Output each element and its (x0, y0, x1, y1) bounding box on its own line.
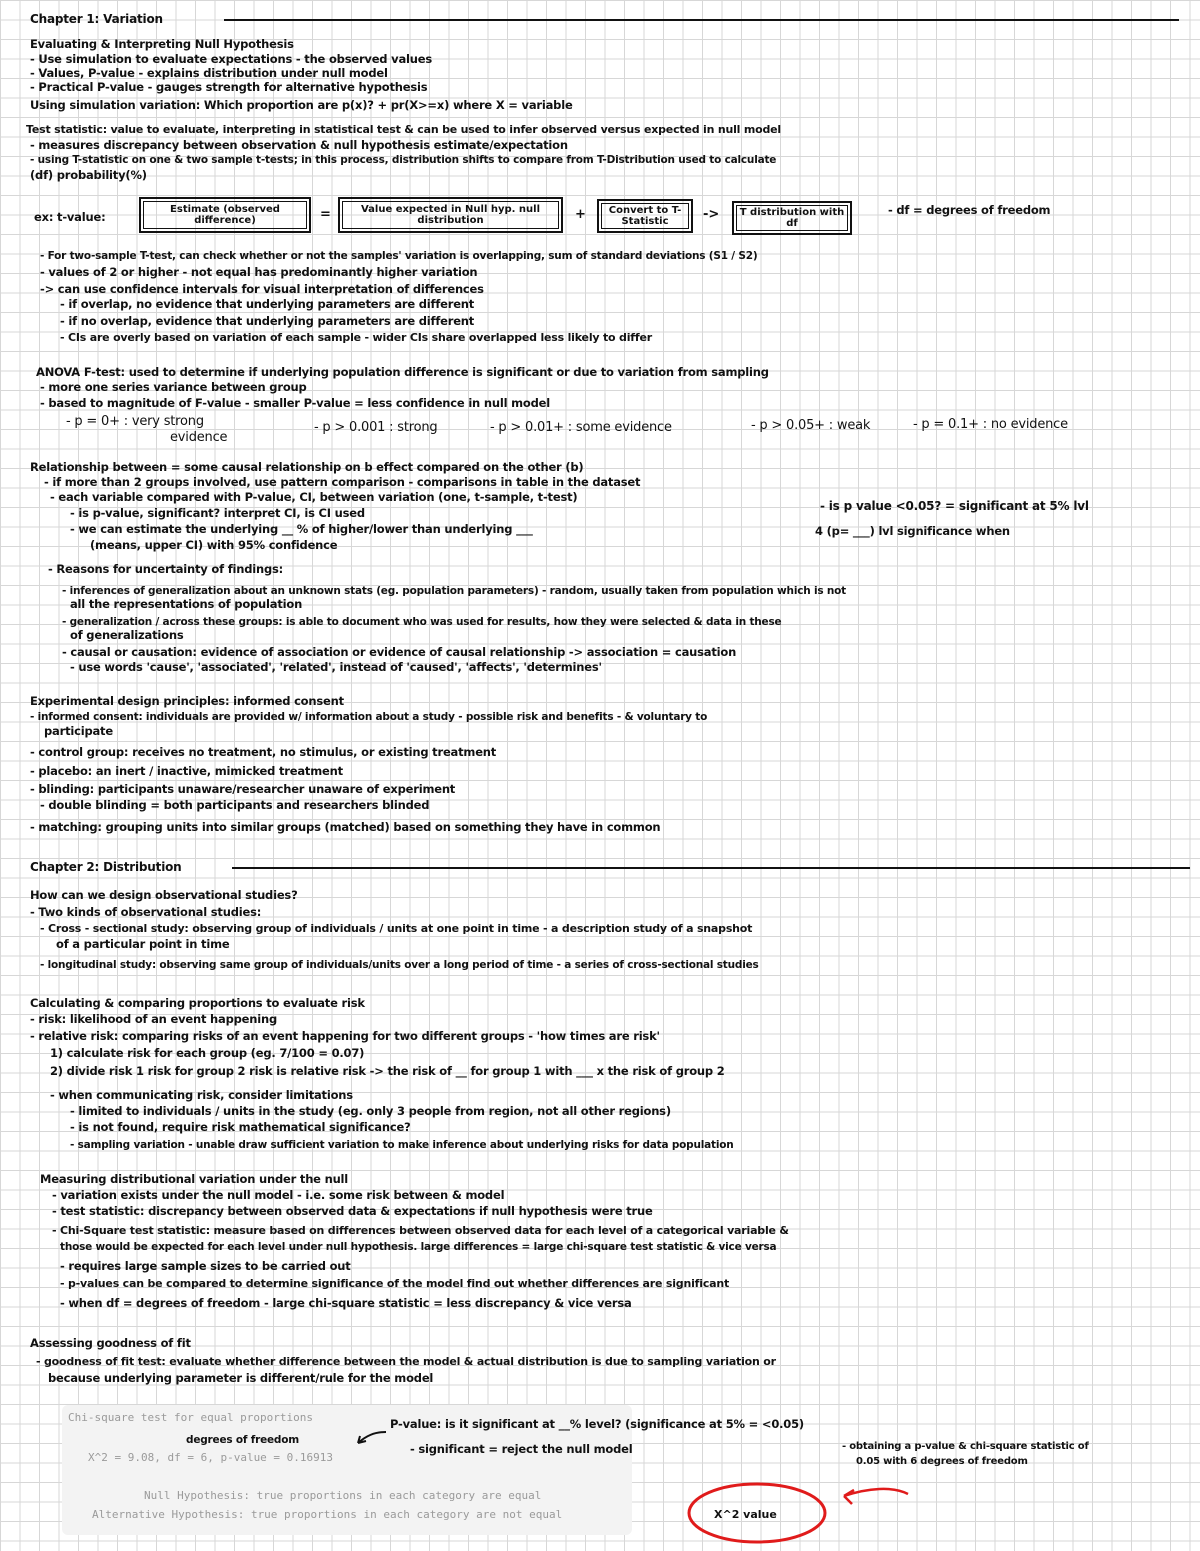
note-line: - use words 'cause', 'associated', 'related', instead of 'caused', 'affects', 'determines' (70, 660, 602, 674)
chapter1-title: Chapter 1: Variation (30, 12, 163, 26)
note-line: - we can estimate the underlying __ % of higher/lower than underlying ___ (70, 522, 533, 536)
note-line: - is not found, require risk mathematical significance? (70, 1120, 411, 1134)
note-line: - if no overlap, evidence that underlying parameters are different (60, 314, 475, 328)
note-line: - each variable compared with P-value, CI, between variation (one, t-sample, t-test) (50, 490, 578, 504)
note-line: - when communicating risk, consider limitations (50, 1088, 353, 1102)
note-line: those would be expected for each level under null hypothesis. large differences = large chi-square test statistic & vice versa (60, 1241, 777, 1253)
t-distribution-box-text: T distribution with df (736, 205, 848, 231)
pvalue-note: - p > 0.05+ : weak (751, 418, 871, 433)
pvalue-note: - p = 0+ : very strong (66, 414, 204, 429)
annotation-arrow-icon (352, 1428, 388, 1448)
note-line: - Practical P-value - gauges strength for alternative hypothesis (30, 80, 428, 94)
note-line: (means, upper CI) with 95% confidence (90, 538, 338, 552)
estimate-box-text: Estimate (observed difference) (143, 201, 307, 229)
pvalue-note: - p > 0.01+ : some evidence (490, 420, 672, 435)
note-line: Test statistic: value to evaluate, interpreting in statistical test & can be used to infer observed versus expected in null model (26, 123, 781, 136)
note-line: because underlying parameter is different/rule for the model (48, 1371, 434, 1385)
note-line: - variation exists under the null model - i.e. some risk between & model (52, 1188, 505, 1202)
note-line: (df) probability(%) (30, 168, 147, 182)
note-line: - Use simulation to evaluate expectations - the observed values (30, 52, 432, 66)
note-line: - control group: receives no treatment, no stimulus, or existing treatment (30, 745, 497, 759)
note-line: - relative risk: comparing risks of an event happening for two different groups - 'how times are risk' (30, 1029, 660, 1043)
convert-box (597, 199, 693, 233)
pvalue-side-note: - is p value <0.05? = significant at 5% lvl (820, 499, 1089, 513)
minus-sign: = (320, 207, 331, 222)
note-line: - For two-sample T-test, can check whether or not the samples' variation is overlapping, sum of standard deviations (S1 / S2) (40, 250, 758, 262)
note-line: - when df = degrees of freedom - large chi-square statistic = less discrepancy & vice versa (60, 1296, 632, 1310)
t-distribution-box (732, 201, 852, 235)
note-line: of a particular point in time (56, 937, 230, 951)
note-line: - longitudinal study: observing same group of individuals/units over a long period of time - a series of cross-sectional studies (40, 959, 759, 971)
estimate-box (139, 197, 311, 233)
pvalue-note: - p = 0.1+ : no evidence (913, 417, 1068, 432)
note-line: Relationship between = some causal relationship on b effect compared on the other (b) (30, 460, 584, 474)
plus-sign: + (575, 207, 586, 222)
note-line: Experimental design principles: informed consent (30, 694, 344, 708)
note-line: - Two kinds of observational studies: (30, 905, 262, 919)
note-line: Using simulation variation: Which proportion are p(x)? + pr(X>=x) where X = variable (30, 98, 573, 112)
alternative-hypothesis: Alternative Hypothesis: true proportions in each category are not equal (92, 1508, 563, 1521)
t-value-label: ex: t-value: (34, 210, 106, 224)
note-line: Calculating & comparing proportions to evaluate risk (30, 996, 365, 1010)
note-line: -> can use confidence intervals for visual interpretation of differences (40, 282, 484, 296)
note-line: participate (44, 724, 113, 738)
note-line: - risk: likelihood of an event happening (30, 1012, 278, 1026)
note-line: 1) calculate risk for each group (eg. 7/100 = 0.07) (50, 1046, 365, 1060)
note-line: Assessing goodness of fit (30, 1336, 191, 1350)
side-annotation: - obtaining a p-value & chi-square statistic of (842, 1441, 1089, 1452)
note-line: - requires large sample sizes to be carried out (60, 1259, 351, 1273)
expected-value-box (338, 197, 563, 233)
null-hypothesis: Null Hypothesis: true proportions in each category are equal (144, 1489, 542, 1502)
note-line: all the representations of population (70, 597, 303, 611)
note-line: - causal or causation: evidence of association or evidence of causal relationship -> association = causation (62, 645, 737, 659)
note-line: - if overlap, no evidence that underlying parameters are different (60, 297, 475, 311)
note-line: - based to magnitude of F-value - smaller P-value = less confidence in null model (40, 396, 550, 410)
pvalue-side-note: 4 (p= ___) lvl significance when (815, 524, 1010, 538)
note-line: ANOVA F-test: used to determine if underlying population difference is significant or due to variation from sampling (36, 365, 769, 379)
note-line: - informed consent: individuals are provided w/ information about a study - possible risk and benefits - & voluntary to (30, 711, 708, 723)
chapter2-title: Chapter 2: Distribution (30, 860, 182, 874)
note-line: - placebo: an inert / inactive, mimicked treatment (30, 764, 343, 778)
note-line: - CIs are overly based on variation of each sample - wider CIs share overlapped less likely to differ (60, 331, 652, 344)
note-line: - goodness of fit test: evaluate whether difference between the model & actual distribution is due to sampling variation or (36, 1355, 776, 1368)
note-line: - measures discrepancy between observation & null hypothesis estimate/expectation (30, 138, 568, 152)
red-arrow-icon (838, 1484, 918, 1514)
dof-annotation: degrees of freedom (186, 1434, 299, 1446)
note-line: - more one series variance between group (40, 380, 307, 394)
test-title: Chi-square test for equal proportions (68, 1411, 314, 1424)
significance-annotation: - significant = reject the null model (410, 1442, 633, 1456)
note-line: - sampling variation - unable draw sufficient variation to make inference about underlying risks for data population (70, 1139, 734, 1151)
test-statistic: X^2 = 9.08, df = 6, p-value = 0.16913 (88, 1451, 334, 1464)
pvalue-note: - p > 0.001 : strong (314, 420, 438, 435)
note-line: - Chi-Square test statistic: measure based on differences between observed data for each level of a categorical variable & (52, 1224, 789, 1237)
note-line: - if more than 2 groups involved, use pattern comparison - comparisons in table in the dataset (44, 475, 641, 489)
chapter2-divider (232, 867, 1190, 869)
side-annotation: 0.05 with 6 degrees of freedom (856, 1456, 1028, 1467)
note-line: Evaluating & Interpreting Null Hypothesis (30, 37, 294, 51)
pvalue-note: evidence (170, 430, 228, 445)
note-line: - Cross - sectional study: observing group of individuals / units at one point in time - a description study of a snapshot (40, 922, 753, 935)
note-line: - values of 2 or higher - not equal has predominantly higher variation (40, 265, 478, 279)
note-line: of generalizations (70, 628, 184, 642)
note-line: - inferences of generalization about an unknown stats (eg. population parameters) - random, usually taken from population which is not (62, 585, 846, 597)
expected-value-box-text: Value expected in Null hyp. null distribution (342, 201, 559, 229)
note-line: - limited to individuals / units in the study (eg. only 3 people from region, not all other regions) (70, 1104, 671, 1118)
note-line: 2) divide risk 1 risk for group 2 risk is relative risk -> the risk of __ for group 1 with ___ x the risk of group 2 (50, 1064, 725, 1078)
note-line: - p-values can be compared to determine significance of the model find out whether differences are significant (60, 1277, 730, 1290)
note-line: - is p-value, significant? interpret CI, is CI used (70, 506, 365, 520)
arrow-sign: -> (703, 207, 720, 222)
note-line: - Reasons for uncertainty of findings: (48, 562, 284, 576)
note-line: - blinding: participants unaware/researcher unaware of experiment (30, 782, 456, 796)
note-line: - double blinding = both participants and researchers blinded (40, 798, 430, 812)
note-line: - matching: grouping units into similar groups (matched) based on something they have in common (30, 820, 661, 834)
note-line: Measuring distributional variation under the null (40, 1172, 349, 1186)
note-line: How can we design observational studies? (30, 888, 298, 902)
df-note: - df = degrees of freedom (888, 203, 1051, 217)
note-line: - generalization / across these groups: is able to document who was used for results, how they were selected & data in these (62, 616, 782, 628)
pvalue-annotation: P-value: is it significant at __% level? (significance at 5% = <0.05) (390, 1417, 804, 1431)
circle-label: X^2 value (714, 1508, 777, 1521)
note-line: - test statistic: discrepancy between observed data & expectations if null hypothesis were true (52, 1204, 653, 1218)
note-line: - Values, P-value - explains distribution under null model (30, 66, 388, 80)
chapter1-divider (224, 19, 1179, 21)
red-circle-highlight (684, 1478, 834, 1550)
note-line: - using T-statistic on one & two sample t-tests; in this process, distribution shifts to compare from T-Distribution used to calculate (30, 154, 777, 166)
convert-box-text: Convert to T-Statistic (601, 203, 689, 229)
